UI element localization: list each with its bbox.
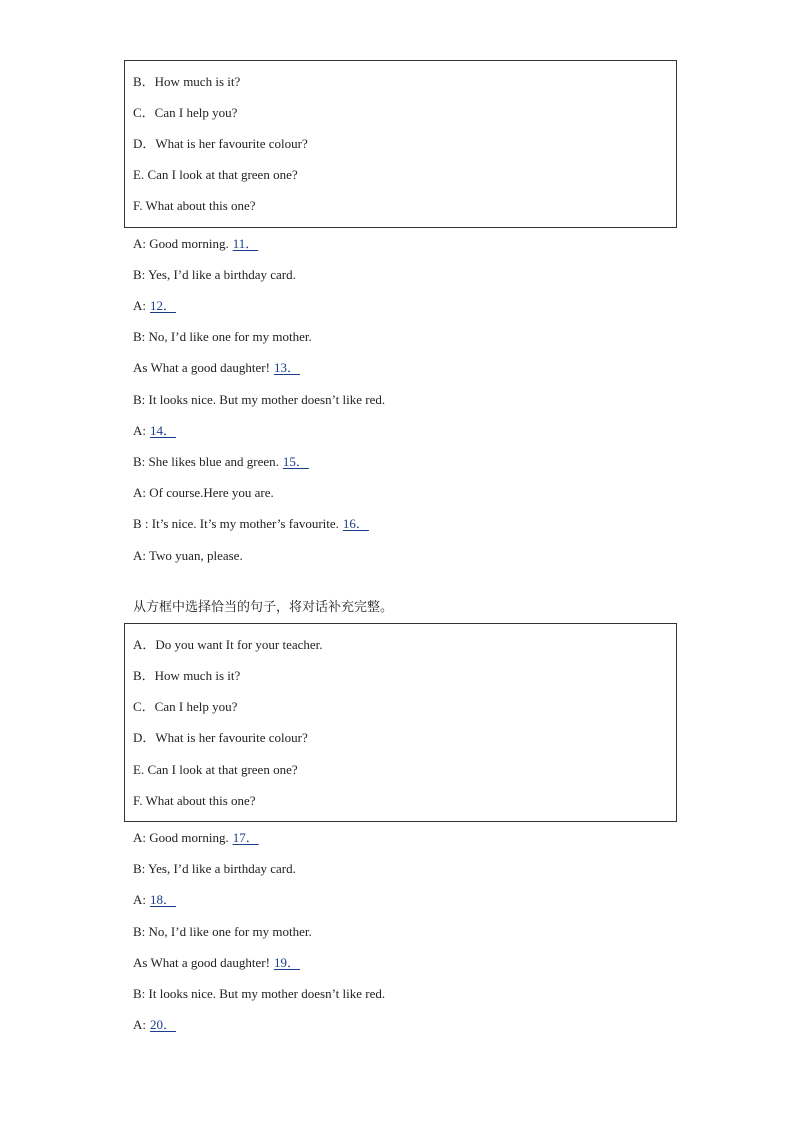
dialogue-text: B: Yes, I’d like a birthday card. <box>133 267 296 282</box>
option-e: E. Can I look at that green one? <box>133 167 298 182</box>
dialogue-line <box>133 423 176 439</box>
dialogue-text: A: <box>133 1017 146 1032</box>
option-d: D．What is her favourite colour? <box>133 136 308 151</box>
dialogue-text: B: No, I’d like one for my mother. <box>133 329 312 344</box>
dialogue-line <box>133 267 296 283</box>
options-box-2 <box>124 623 677 822</box>
option-d: D．What is her favourite colour? <box>133 730 308 745</box>
option-a: A．Do you want It for your teacher. <box>133 637 323 652</box>
dialogue-line <box>133 955 300 971</box>
option-b: B．How much is it? <box>133 74 241 89</box>
dialogue-text: As What a good daughter! <box>133 360 270 375</box>
dialogue-line <box>133 892 176 908</box>
dialogue-text: A: <box>133 892 146 907</box>
dialogue-text: B : It’s nice. It’s my mother’s favourite. <box>133 516 339 531</box>
option-f: F. What about this one? <box>133 793 256 808</box>
answer-blank-15[interactable]: 15． <box>282 454 309 469</box>
dialogue-text: A: <box>133 423 146 438</box>
dialogue-line <box>133 329 312 345</box>
dialogue-line <box>133 830 259 846</box>
option-e: E. Can I look at that green one? <box>133 762 298 777</box>
answer-blank-18[interactable]: 18． <box>150 892 177 907</box>
answer-blank-17[interactable]: 17． <box>232 830 259 845</box>
dialogue-line <box>133 298 176 314</box>
dialogue-text: A: Good morning. <box>133 236 229 251</box>
dialogue-line <box>133 454 309 470</box>
options-box-1 <box>124 60 677 228</box>
dialogue-line <box>133 516 369 532</box>
dialogue-text: As What a good daughter! <box>133 955 270 970</box>
answer-blank-20[interactable]: 20． <box>150 1017 177 1032</box>
dialogue-text: B: It looks nice. But my mother doesn’t like red. <box>133 392 386 407</box>
dialogue-line <box>133 924 312 940</box>
dialogue-text: B: It looks nice. But my mother doesn’t like red. <box>133 986 386 1001</box>
option-b: B．How much is it? <box>133 668 241 683</box>
answer-blank-12[interactable]: 12． <box>150 298 177 313</box>
option-f: F. What about this one? <box>133 198 256 213</box>
dialogue-line <box>133 986 385 1002</box>
dialogue-text: A: Two yuan, please. <box>133 548 243 563</box>
dialogue-line <box>133 861 296 877</box>
dialogue-line <box>133 360 300 376</box>
option-c: C．Can I help you? <box>133 699 238 714</box>
answer-blank-19[interactable]: 19． <box>273 955 300 970</box>
answer-blank-16[interactable]: 16． <box>342 516 369 531</box>
answer-blank-14[interactable]: 14． <box>150 423 177 438</box>
answer-blank-13[interactable]: 13． <box>273 360 300 375</box>
dialogue-text: B: She likes blue and green. <box>133 454 279 469</box>
answer-blank-11[interactable]: 11． <box>232 236 259 251</box>
dialogue-line <box>133 1017 176 1033</box>
dialogue-text: A: <box>133 298 146 313</box>
section-instruction: 从方框中选择恰当的句子，将对话补充完整。 <box>133 600 394 615</box>
dialogue-line <box>133 236 258 252</box>
dialogue-text: B: Yes, I’d like a birthday card. <box>133 861 296 876</box>
dialogue-line <box>133 548 243 564</box>
option-c: C．Can I help you? <box>133 105 238 120</box>
dialogue-line <box>133 485 274 501</box>
dialogue-text: A: Of course.Here you are. <box>133 485 274 500</box>
dialogue-text: B: No, I’d like one for my mother. <box>133 924 312 939</box>
dialogue-text: A: Good morning. <box>133 830 229 845</box>
dialogue-line <box>133 392 385 408</box>
